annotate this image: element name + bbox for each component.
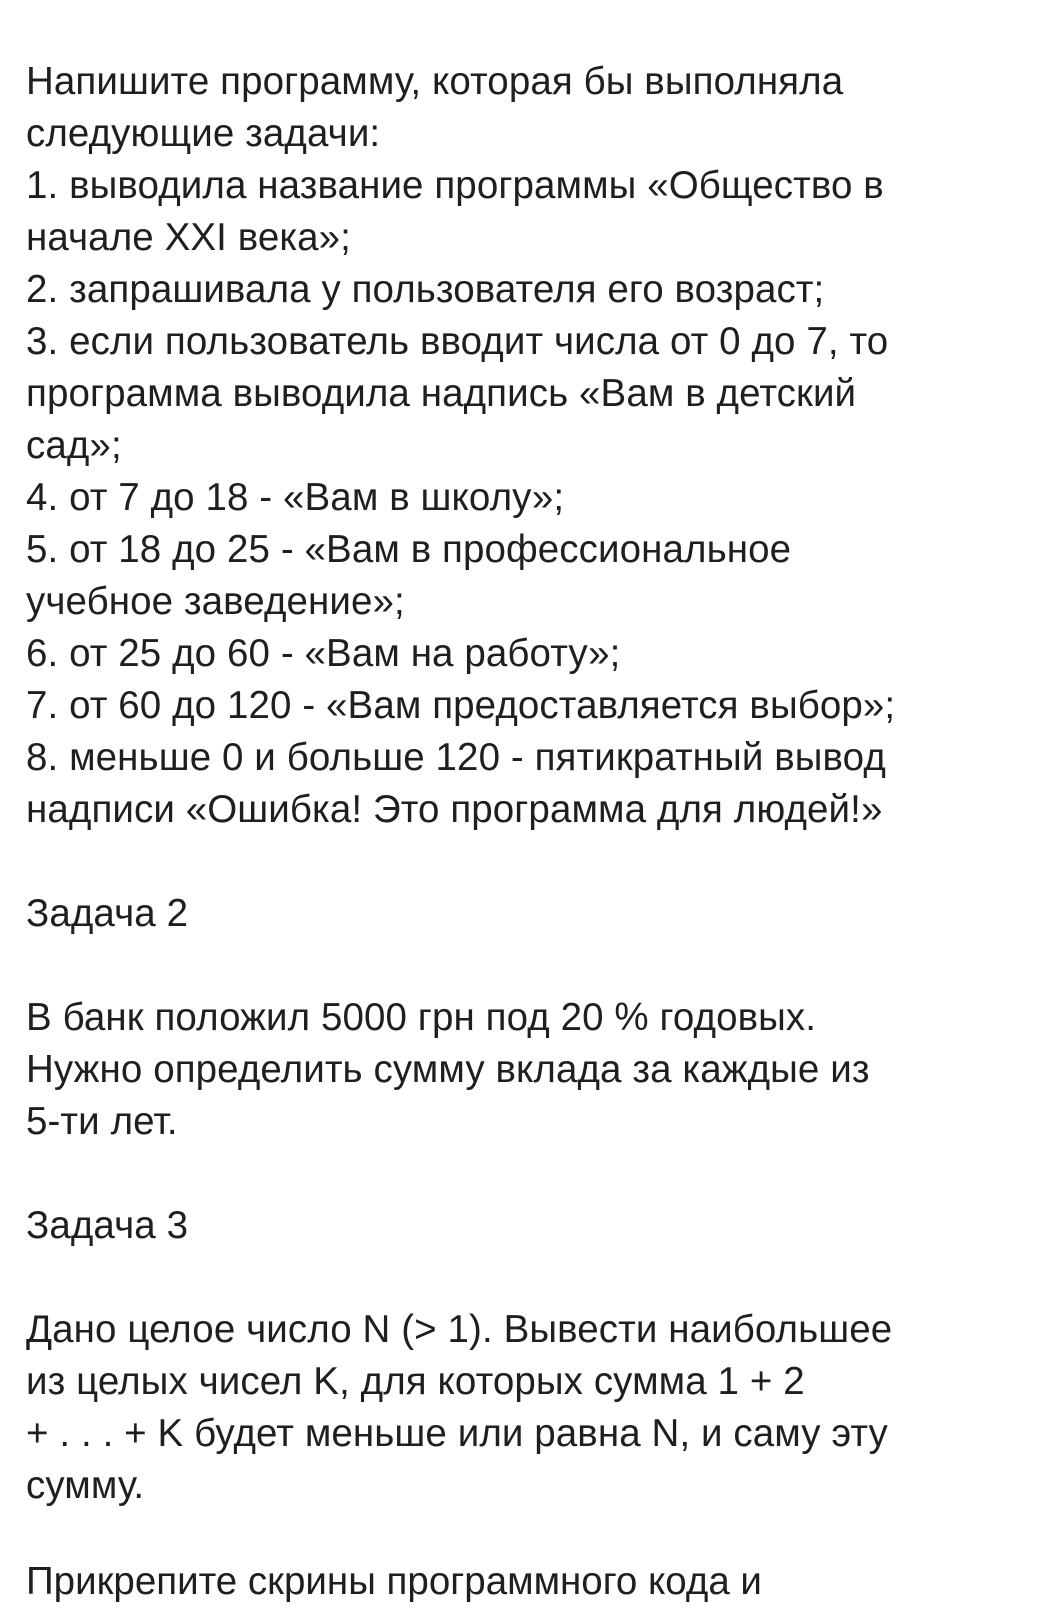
text-line: 5. от 18 до 25 - «Вам в профессиональное [26, 528, 792, 571]
text-line: 3. если пользователь вводит числа от 0 до 7, то [26, 320, 889, 363]
blank-line [26, 1148, 1036, 1200]
task-3-heading: Задача 3 [26, 1204, 189, 1247]
text-line: начале XXI века»; [26, 216, 351, 259]
text-line: надписи «Ошибка! Это программа для людей!» [26, 788, 883, 831]
text-line: Напишите программу, которая бы выполняла [26, 60, 844, 103]
text-line: + . . . + K будет меньше или равна N, и саму эту [26, 1412, 888, 1455]
text-line: из целых чисел K, для которых сумма 1 + 2 [26, 1360, 805, 1403]
text-line: сумму. [26, 1464, 145, 1507]
text-line: 4. от 7 до 18 - «Вам в школу»; [26, 476, 565, 519]
task-2-heading: Задача 2 [26, 892, 189, 935]
text-line: 7. от 60 до 120 - «Вам предоставляется выбор»; [26, 684, 896, 727]
text-line: сад»; [26, 424, 122, 467]
text-line: 6. от 25 до 60 - «Вам на работу»; [26, 632, 621, 675]
text-line: Дано целое число N (> 1). Вывести наибольшее [26, 1308, 893, 1351]
text-line: В банк положил 5000 грн под 20 % годовых. [26, 996, 817, 1039]
cutoff-text-line: Прикрепите скрины программного кода и [26, 1560, 762, 1603]
task-1-text [26, 56, 1036, 836]
task-2 [26, 888, 1036, 1148]
text-line: следующие задачи: [26, 112, 381, 155]
text-line: 5-ти лет. [26, 1100, 178, 1143]
text-line: 1. выводила название программы «Общество в [26, 164, 884, 207]
text-line: 8. меньше 0 и больше 120 - пятикратный вывод [26, 736, 886, 779]
text-line: Нужно определить сумму вклада за каждые из [26, 1048, 870, 1091]
blank-line [26, 940, 1036, 992]
blank-line [26, 1252, 1036, 1304]
document-body [26, 56, 1036, 1512]
text-line: программа выводила надпись «Вам в детский [26, 372, 857, 415]
task-3 [26, 1200, 1036, 1512]
blank-line [26, 836, 1036, 888]
text-line: 2. запрашивала у пользователя его возраст; [26, 268, 825, 311]
text-line: учебное заведение»; [26, 580, 405, 623]
